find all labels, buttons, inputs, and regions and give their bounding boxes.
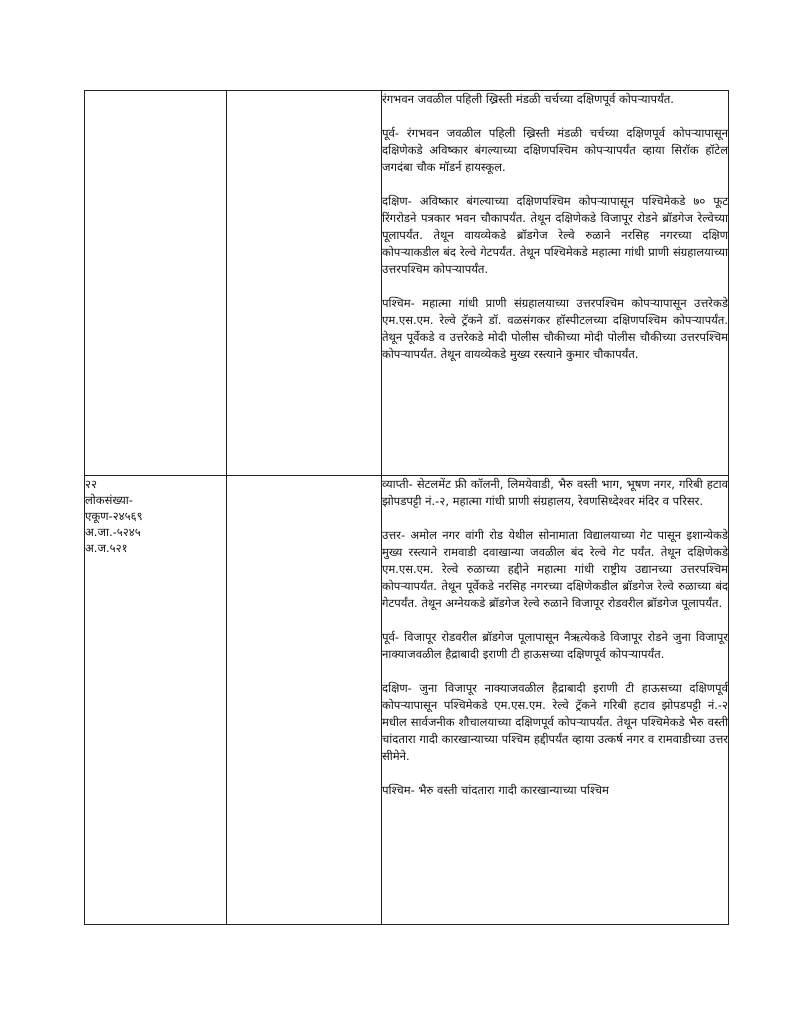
ward-info-cell xyxy=(85,476,227,925)
boundary-west-paragraph: पश्चिम- महात्मा गांधी प्राणी संग्रहालयाच्या उत्तरपश्चिम कोपऱ्यापासून उत्तरेकडे एम.एस.एम. रेल्वे ट्रॅकने डॉ. वळसंगकर हॉस्पीटलच्या दक्षिणपश्चिम कोपऱ्यापर्यंत. तेथून पूर्वेकडे व उत्तरेकडे मोदी पोलीस चौकीच्या मोदी पोलीस चौकीच्या उत्तरपश्चिम कोपऱ्यापर्यंत. तेथून वायव्येकडे मुख्य रस्त्याने कुमार चौकापर्यंत. xyxy=(382,296,728,361)
ward-boundary-table xyxy=(84,90,729,925)
ward-info-cell xyxy=(85,91,227,476)
boundary-south-paragraph: दक्षिण- जुना विजापूर नाक्याजवळील हैद्राबादी इराणी टी हाऊसच्या दक्षिणपूर्व कोपऱ्यापासून पश्चिमेकडे एम.एस.एम. रेल्वे ट्रॅकने गरिबी हटाव झोपडपट्टी नं.-२ मधील सार्वजनीक शौचालयाच्या दक्षिणपूर्व कोपऱ्यापर्यंत. तेथून पश्चिमेकडे भैरु वस्ती चांदतारा गादी कारखान्याच्या पश्चिम हद्दीपर्यंत व्हाया उत्कर्ष नगर व रामवाडीच्या उत्तर सीमेने. xyxy=(382,681,728,763)
boundary-west-paragraph: पश्चिम- भैरु वस्ती चांदतारा गादी कारखान्याच्या पश्चिम xyxy=(382,783,609,797)
boundary-extent-paragraph: व्याप्ती- सेटलमेंट फ्री कॉलनी, लिमयेवाडी, भैरु वस्ती भाग, भूषण नगर, गरिबी हटाव झोपडपट्टी नं.-२, महात्मा गांधी प्राणी संग्रहालय, रेवणसिध्देश्वर मंदिर व परिसर. xyxy=(382,477,728,508)
boundary-north-paragraph: उत्तर- अमोल नगर वांगी रोड येथील सोनामाता विद्यालयाच्या गेट पासून इशान्येकडे मुख्य रस्त्याने रामवाडी दवाखान्या जवळील बंद रेल्वे गेट पर्यंत. तेथून दक्षिणेकडे एम.एस.एम. रेल्वे रुळाच्या हद्दीने महात्मा गांधी राष्ट्रीय उद्यानच्या उत्तरपश्चिम कोपऱ्यापर्यंत. तेथून पूर्वेकडे नरसिह नगरच्या दक्षिणेकडील ब्रॉडगेज रेल्वे रुळाच्या बंद गेटपर्यंत. तेथून अग्नेयकडे ब्रॉडगेज रेल्वे रुळाने विजापूर रोडवरील ब्रॉडगेज पूलापर्यंत. xyxy=(382,528,728,610)
boundary-description-cell xyxy=(382,476,729,925)
boundary-south-paragraph: दक्षिण- अविष्कार बंगल्याच्या दक्षिणपश्चिम कोपऱ्यापासून पश्चिमेकडे ७० फूट रिंगरोडने पत्रकार भवन चौकापर्यंत. तेथून दक्षिणेकडे विजापूर रोडने ब्रॉडगेज रेल्वेच्या पूलापर्यंत. तेथून वायव्येकडे ब्रॉडगेज रेल्वे रुळाने नरसिह नगरच्या दक्षिण कोपऱ्याकडील बंद रेल्वे गेटपर्यंत. तेथून पश्चिमेकडे महात्मा गांधी प्राणी संग्रहालयाच्या उत्तरपश्चिम कोपऱ्यापर्यंत. xyxy=(382,194,728,276)
boundary-description-cell xyxy=(382,91,729,476)
boundary-east-paragraph: पूर्व- रंगभवन जवळील पहिली ख्रिस्ती मंडळी चर्चच्या दक्षिणपूर्व कोपऱ्यापासून दक्षिणेकडे अविष्कार बंगल्याच्या दक्षिणपश्चिम कोपऱ्यापर्यंत व्हाया सिरॉक हॉटेल जगदंबा चौक मॉडर्न हायस्कूल. xyxy=(382,126,728,174)
population-label: लोकसंख्या- xyxy=(85,493,133,507)
boundary-east-paragraph: पूर्व- विजापूर रोडवरील ब्रॉडगेज पूलापासून नैऋत्येकडे विजापूर रोडने जुना विजापूर नाक्याजवळील हैद्राबादी इराणी टी हाऊसच्या दक्षिणपूर्व कोपऱ्यापर्यंत. xyxy=(382,630,728,661)
population-sc: अ.जा.-५२४५ xyxy=(85,525,141,539)
table-row xyxy=(85,476,729,925)
blank-cell xyxy=(227,91,382,476)
population-st: अ.ज.५२१ xyxy=(85,541,128,555)
ward-number: २२ xyxy=(85,477,97,491)
table-row xyxy=(85,91,729,476)
boundary-paragraph: रंगभवन जवळील पहिली ख्रिस्ती मंडळी चर्चच्या दक्षिणपूर्व कोपऱ्यापर्यंत. xyxy=(382,92,674,106)
blank-cell xyxy=(227,476,382,925)
population-total: एकूण-२४५६९ xyxy=(85,509,143,523)
